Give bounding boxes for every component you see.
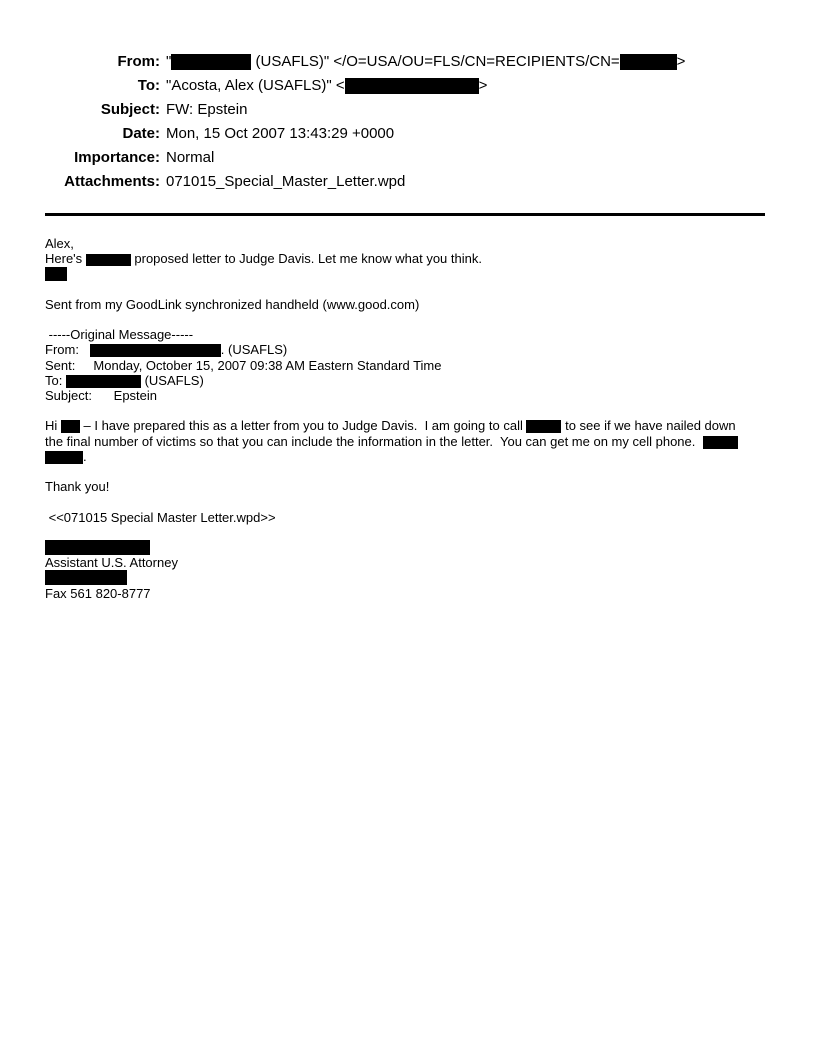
text-segment: To: bbox=[45, 372, 66, 388]
text-segment: Subject: Epstein bbox=[45, 388, 158, 403]
text-segment: (USAFLS)" </O=USA/OU=FLS/CN=RECIPIENTS/CN= bbox=[251, 53, 620, 70]
redaction-box bbox=[86, 254, 131, 266]
redaction-box bbox=[620, 54, 677, 70]
text-segment: to see if we have nailed down bbox=[561, 418, 736, 434]
body-line bbox=[45, 586, 768, 601]
field-value bbox=[166, 98, 247, 122]
redaction-box bbox=[345, 78, 479, 94]
body-line bbox=[45, 251, 768, 266]
body-line bbox=[45, 540, 768, 555]
text-segment: Hi bbox=[45, 418, 61, 434]
text-segment: . bbox=[83, 448, 87, 464]
redaction-box bbox=[171, 54, 251, 70]
header-field-row bbox=[45, 122, 768, 146]
body-line bbox=[45, 525, 768, 540]
text-segment: Normal bbox=[166, 149, 215, 166]
body-line bbox=[45, 479, 768, 494]
body-line bbox=[45, 388, 768, 403]
text-segment: Sent: Monday, October 15, 2007 09:38 AM Eastern Standard Time bbox=[45, 357, 442, 373]
body-line bbox=[45, 312, 768, 327]
text-segment: Fax 561 820-8777 bbox=[45, 585, 151, 601]
email-header bbox=[45, 50, 768, 194]
field-value bbox=[166, 146, 214, 170]
text-segment: -----Original Message----- bbox=[45, 327, 194, 343]
redaction-box bbox=[45, 267, 67, 281]
field-label: To: bbox=[137, 77, 160, 94]
header-field-row bbox=[45, 74, 768, 98]
body-line bbox=[45, 403, 768, 418]
text-segment: Thank you! bbox=[45, 479, 110, 495]
text-segment: <<071015 Special Master Letter.wpd>> bbox=[45, 509, 276, 525]
body-line bbox=[45, 434, 768, 449]
text-segment: Assistant U.S. Attorney bbox=[45, 555, 178, 571]
text-segment: Alex, bbox=[45, 236, 74, 251]
redaction-box bbox=[90, 344, 221, 357]
body-line bbox=[45, 282, 768, 297]
body-line bbox=[45, 266, 768, 281]
email-body bbox=[45, 236, 768, 601]
redaction-box bbox=[66, 375, 141, 388]
text-segment: > bbox=[676, 53, 686, 70]
field-value bbox=[166, 50, 685, 74]
text-segment: > bbox=[478, 77, 488, 94]
header-divider bbox=[45, 213, 765, 216]
text-segment: Here's bbox=[45, 251, 86, 267]
redaction-box bbox=[526, 420, 561, 433]
field-label: Attachments: bbox=[64, 173, 160, 190]
body-line bbox=[45, 510, 768, 525]
field-label: From: bbox=[117, 53, 160, 70]
text-segment: . (USAFLS) bbox=[220, 342, 288, 358]
text-segment: "Acosta, Alex (USAFLS)" < bbox=[166, 77, 345, 94]
header-field-row bbox=[45, 146, 768, 170]
body-line bbox=[45, 373, 768, 388]
redaction-box bbox=[45, 540, 150, 555]
text-segment: – I have prepared this as a letter from you to Judge Davis. I am going to call bbox=[79, 418, 527, 434]
field-label: Date: bbox=[122, 125, 160, 142]
text-segment: the final number of victims so that you can include the information in the letter. You can get me on my cell phone. bbox=[45, 433, 703, 449]
header-field-row bbox=[45, 98, 768, 122]
field-label: Importance: bbox=[74, 149, 160, 166]
redaction-box bbox=[61, 420, 80, 433]
field-value bbox=[166, 74, 487, 98]
text-segment: 071015_Special_Master_Letter.wpd bbox=[166, 173, 406, 190]
field-value bbox=[166, 122, 394, 146]
text-segment: From: bbox=[45, 342, 90, 358]
body-line bbox=[45, 358, 768, 373]
body-line bbox=[45, 418, 768, 433]
text-segment: Mon, 15 Oct 2007 13:43:29 +0000 bbox=[166, 125, 395, 142]
field-value bbox=[166, 170, 405, 194]
text-segment: proposed letter to Judge Davis. Let me know what you think. bbox=[130, 251, 482, 267]
redaction-box bbox=[45, 451, 83, 464]
header-field-row bbox=[45, 50, 768, 74]
body-line bbox=[45, 236, 768, 251]
body-line bbox=[45, 555, 768, 570]
body-line bbox=[45, 449, 768, 464]
text-segment: " bbox=[166, 53, 172, 70]
redaction-box bbox=[45, 570, 127, 585]
body-line bbox=[45, 342, 768, 357]
field-label: Subject: bbox=[100, 101, 160, 118]
body-line bbox=[45, 570, 768, 585]
redaction-box bbox=[703, 436, 738, 449]
body-line bbox=[45, 297, 768, 312]
body-line bbox=[45, 494, 768, 509]
text-segment: FW: Epstein bbox=[166, 101, 248, 118]
body-line bbox=[45, 327, 768, 342]
header-field-row bbox=[45, 170, 768, 194]
body-line bbox=[45, 464, 768, 479]
text-segment: (USAFLS) bbox=[140, 372, 204, 388]
text-segment: Sent from my GoodLink synchronized handheld (www.good.com) bbox=[45, 296, 420, 312]
